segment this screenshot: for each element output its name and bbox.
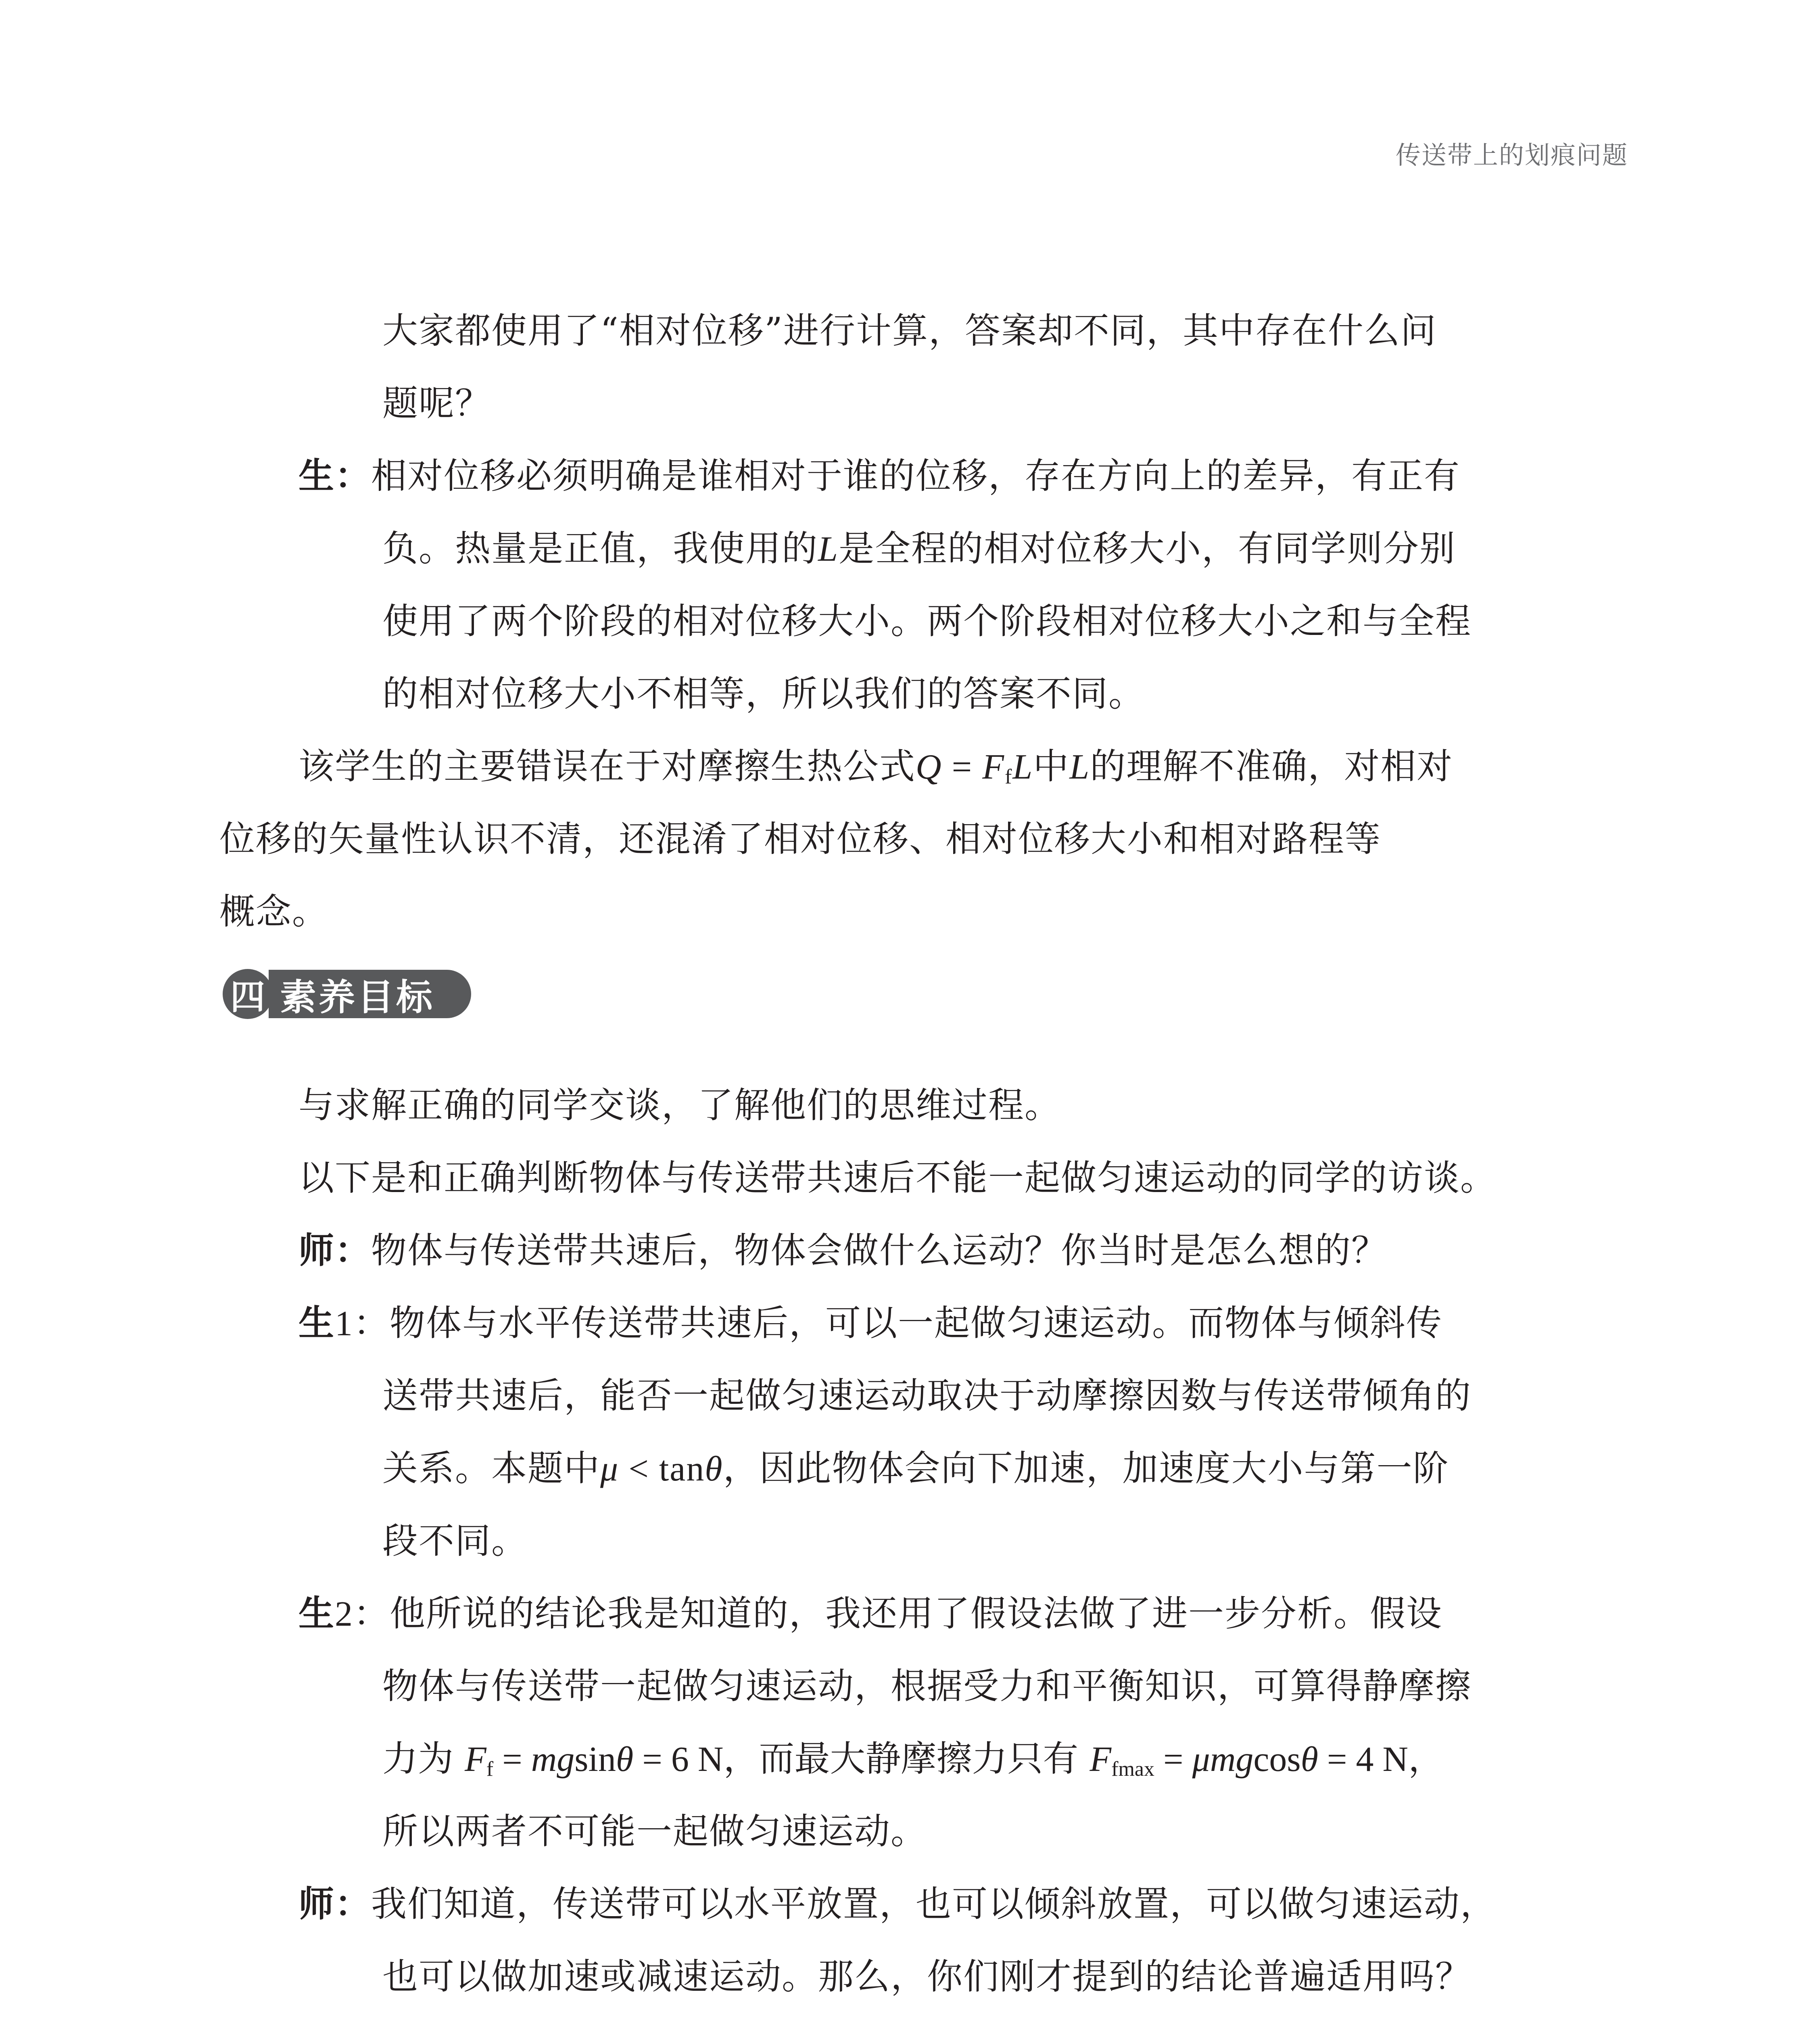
text-span: 关系。本题中 <box>382 1447 601 1489</box>
math-op: = <box>493 1740 531 1779</box>
text-line: 物体与传送带一起做匀速运动，根据受力和平衡知识，可算得静摩擦 <box>382 1665 1472 1707</box>
text-line: 也可以做加速或减速运动。那么，你们刚才提到的结论普遍适用吗？ <box>382 1956 1472 1997</box>
dialogue-line <box>298 1301 1442 1346</box>
math-func: sin <box>574 1740 616 1779</box>
text-span: 的理解不准确，对相对 <box>1090 745 1453 787</box>
math-var: L <box>1012 748 1033 787</box>
dialogue-line <box>298 1882 1496 1926</box>
paragraph-line <box>298 744 1453 799</box>
dialogue-text: 我们知道，传送带可以水平放置，也可以倾斜放置，可以做匀速运动， <box>371 1883 1497 1925</box>
dialogue-line <box>298 454 1460 498</box>
section-heading <box>223 965 471 1023</box>
math-var: θ <box>616 1740 634 1779</box>
math-var: θ <box>705 1449 723 1489</box>
text-line <box>382 526 1456 572</box>
math-var: F <box>1089 1740 1112 1779</box>
math-var: L <box>818 530 839 569</box>
text-line: 段不同。 <box>382 1520 528 1562</box>
dialogue-line <box>298 1228 1388 1273</box>
text-span: ，而最大静摩擦力只有 <box>723 1738 1090 1779</box>
text-span: ， <box>1408 1738 1444 1779</box>
text-line: 题呢？ <box>382 382 492 424</box>
math-var: μ <box>600 1449 619 1489</box>
paragraph-line: 概念。 <box>219 891 329 932</box>
math-var: θ <box>1300 1740 1318 1779</box>
text-span: ，因此物体会向下加速，加速度大小与第一阶 <box>723 1447 1449 1489</box>
math-op: < tan <box>619 1449 705 1489</box>
text-line: 大家都使用了“相对位移”进行计算，答案却不同，其中存在什么问 <box>382 310 1437 351</box>
math-var: L <box>1069 748 1090 787</box>
speaker-label: 生： <box>298 455 372 497</box>
text-line: 送带共速后，能否一起做匀速运动取决于动摩擦因数与传送带倾角的 <box>382 1375 1472 1416</box>
dialogue-line <box>298 1591 1442 1637</box>
math-var: mg <box>531 1740 575 1779</box>
text-span: 力为 <box>382 1738 465 1779</box>
speaker-label: 师： <box>298 1230 372 1271</box>
text-line: 使用了两个阶段的相对位移大小。两个阶段相对位移大小之和与全程 <box>382 600 1472 642</box>
math-op: = <box>942 748 983 787</box>
math-func: cos <box>1253 1740 1301 1779</box>
math-var: F <box>464 1740 486 1779</box>
math-var: μmg <box>1192 1740 1254 1779</box>
paragraph-line: 位移的矢量性认识不清，还混淆了相对位移、相对位移大小和相对路程等 <box>219 818 1382 860</box>
dialogue-text: 物体与传送带共速后，物体会做什么运动？你当时是怎么想的？ <box>371 1230 1388 1271</box>
math-var: F <box>982 748 1005 787</box>
speaker-label: 师： <box>298 1883 372 1925</box>
text-line: 所以两者不可能一起做匀速运动。 <box>382 1810 927 1852</box>
running-header: 传送带上的划痕问题 <box>1395 140 1628 170</box>
math-value: = 6 N <box>633 1740 724 1779</box>
dialogue-text: 物体与水平传送带共速后，可以一起做匀速运动。而物体与倾斜传 <box>390 1302 1443 1344</box>
math-subscript: f <box>486 1758 494 1781</box>
text-span: 是全程的相对位移大小，有同学则分别 <box>838 528 1456 569</box>
speaker-label: 生 <box>298 1593 335 1634</box>
dialogue-text: 相对位移必须明确是谁相对于谁的位移，存在方向上的差异，有正有 <box>371 455 1461 497</box>
math-subscript: f <box>1004 765 1013 788</box>
text-span: 负。热量是正值，我使用的 <box>382 528 818 569</box>
text-line <box>382 1446 1449 1491</box>
math-subscript: fmax <box>1111 1758 1154 1781</box>
section-title: 素养目标 <box>269 970 471 1018</box>
dialogue-text: 他所说的结论我是知道的，我还用了假设法做了进一步分析。假设 <box>390 1593 1443 1634</box>
math-value: = 4 N <box>1318 1740 1409 1779</box>
text-line: 的相对位移大小不相等，所以我们的答案不同。 <box>382 673 1145 714</box>
section-number-badge: 四 <box>223 969 273 1019</box>
math-op: = <box>1154 1740 1192 1779</box>
text-span: 中 <box>1033 745 1070 787</box>
text-line <box>382 1737 1444 1791</box>
speaker-number: 2： <box>335 1595 390 1634</box>
text-span: 该学生的主要错误在于对摩擦生热公式 <box>298 745 916 787</box>
paragraph-line: 以下是和正确判断物体与传送带共速后不能一起做匀速运动的同学的访谈。 <box>298 1157 1497 1199</box>
paragraph-line: 与求解正确的同学交谈，了解他们的思维过程。 <box>298 1084 1061 1126</box>
speaker-label: 生 <box>298 1302 335 1344</box>
speaker-number: 1： <box>335 1304 390 1343</box>
math-var: Q <box>916 748 942 787</box>
